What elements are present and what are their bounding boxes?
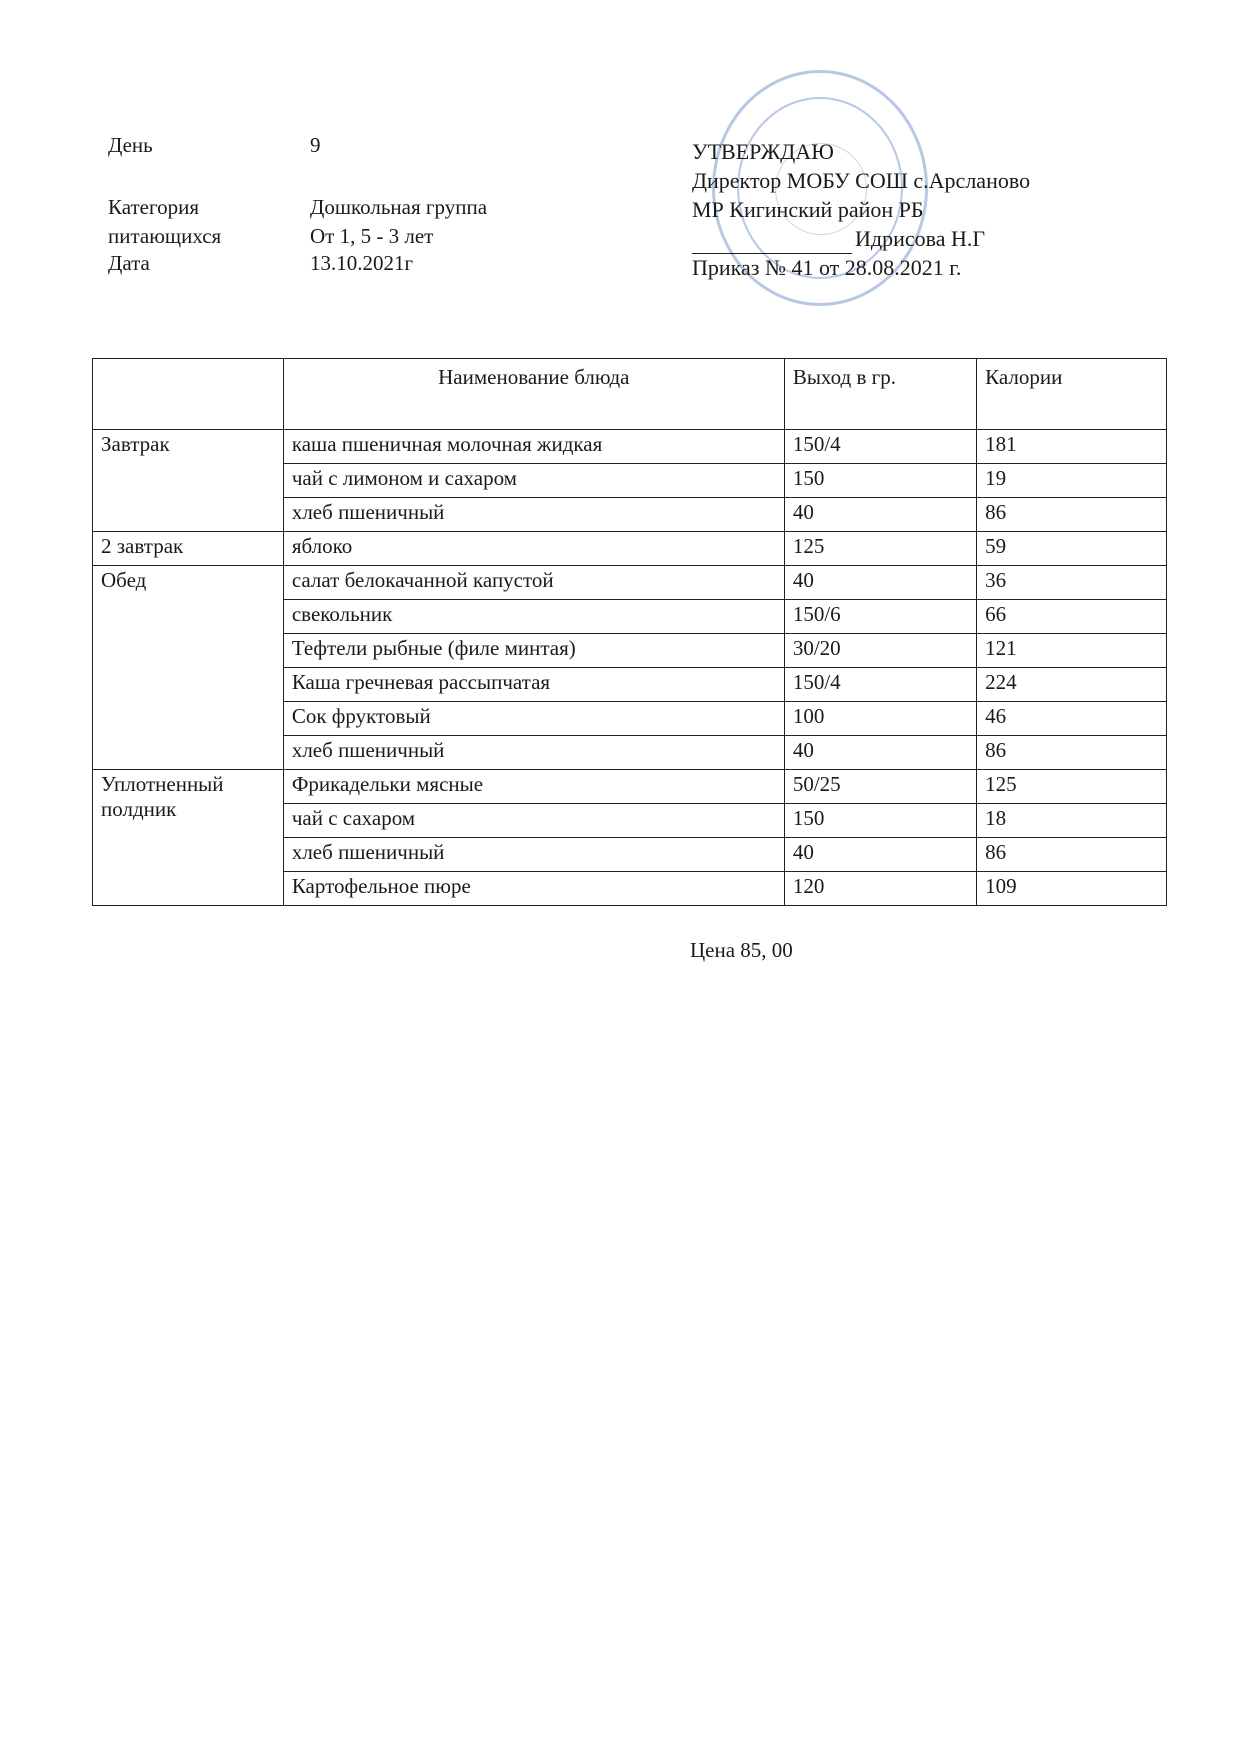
dish-name: салат белокачанной капустой xyxy=(283,566,784,600)
dish-name: каша пшеничная молочная жидкая xyxy=(283,430,784,464)
dish-output: 40 xyxy=(784,566,976,600)
dish-calories: 125 xyxy=(977,770,1167,804)
dish-output: 150/6 xyxy=(784,600,976,634)
dish-output: 150/4 xyxy=(784,430,976,464)
meal-lunch: Обед xyxy=(93,566,284,770)
table-header-row xyxy=(93,359,1167,430)
dish-output: 150 xyxy=(784,804,976,838)
header-meal xyxy=(93,359,284,430)
day-label: День xyxy=(108,133,153,157)
category-value-line1: Дошкольная группа xyxy=(310,195,488,219)
dish-calories: 86 xyxy=(977,736,1167,770)
category-label-line2: питающихся xyxy=(108,224,222,248)
dish-output: 150 xyxy=(784,464,976,498)
dish-calories: 18 xyxy=(977,804,1167,838)
dish-name: хлеб пшеничный xyxy=(283,736,784,770)
dish-name: Фрикадельки мясные xyxy=(283,770,784,804)
header-output: Выход в гр. xyxy=(784,359,976,430)
signature-line xyxy=(692,253,852,254)
meal-afternoon-snack-line2: полдник xyxy=(101,797,177,822)
price: Цена 85, 00 xyxy=(690,938,793,962)
dish-name: чай с лимоном и сахаром xyxy=(283,464,784,498)
dish-output: 40 xyxy=(784,838,976,872)
dish-output: 50/25 xyxy=(784,770,976,804)
category-label-line1: Категория xyxy=(108,195,199,219)
meal-second-breakfast: 2 завтрак xyxy=(93,532,284,566)
approval-director: Директор МОБУ СОШ с.Арсланово xyxy=(692,168,1031,193)
dish-name: хлеб пшеничный xyxy=(283,498,784,532)
menu-table xyxy=(92,358,1167,906)
dish-name: яблоко xyxy=(283,532,784,566)
dish-output: 120 xyxy=(784,872,976,906)
dish-output: 100 xyxy=(784,702,976,736)
dish-output: 40 xyxy=(784,736,976,770)
dish-name: Сок фруктовый xyxy=(283,702,784,736)
meal-afternoon-snack-line1: Уплотненный xyxy=(101,772,224,796)
dish-calories: 181 xyxy=(977,430,1167,464)
table-row xyxy=(93,566,1167,600)
header-calories: Калории xyxy=(977,359,1167,430)
dish-name: хлеб пшеничный xyxy=(283,838,784,872)
approval-signer: Идрисова Н.Г xyxy=(855,226,986,251)
dish-calories: 86 xyxy=(977,498,1167,532)
dish-name: Тефтели рыбные (филе минтая) xyxy=(283,634,784,668)
dish-name: свекольник xyxy=(283,600,784,634)
approval-title: УТВЕРЖДАЮ xyxy=(692,139,834,164)
dish-calories: 59 xyxy=(977,532,1167,566)
date-label: Дата xyxy=(108,251,150,275)
day-value: 9 xyxy=(310,133,321,157)
category-value-line2: От 1, 5 - 3 лет xyxy=(310,224,434,248)
dish-calories: 224 xyxy=(977,668,1167,702)
header-dish-name: Наименование блюда xyxy=(283,359,784,430)
dish-output: 40 xyxy=(784,498,976,532)
date-value: 13.10.2021г xyxy=(310,251,414,275)
approval-district: МР Кигинский район РБ xyxy=(692,197,924,222)
dish-calories: 86 xyxy=(977,838,1167,872)
meal-afternoon-snack xyxy=(93,770,284,906)
dish-calories: 66 xyxy=(977,600,1167,634)
dish-calories: 121 xyxy=(977,634,1167,668)
dish-output: 150/4 xyxy=(784,668,976,702)
dish-calories: 19 xyxy=(977,464,1167,498)
table-row xyxy=(93,430,1167,464)
meal-breakfast: Завтрак xyxy=(93,430,284,532)
approval-order: Приказ № 41 от 28.08.2021 г. xyxy=(692,255,962,280)
dish-name: Каша гречневая рассыпчатая xyxy=(283,668,784,702)
table-row xyxy=(93,770,1167,804)
dish-output: 125 xyxy=(784,532,976,566)
dish-calories: 46 xyxy=(977,702,1167,736)
dish-calories: 36 xyxy=(977,566,1167,600)
dish-name: чай с сахаром xyxy=(283,804,784,838)
dish-calories: 109 xyxy=(977,872,1167,906)
dish-output: 30/20 xyxy=(784,634,976,668)
table-row xyxy=(93,532,1167,566)
dish-name: Картофельное пюре xyxy=(283,872,784,906)
